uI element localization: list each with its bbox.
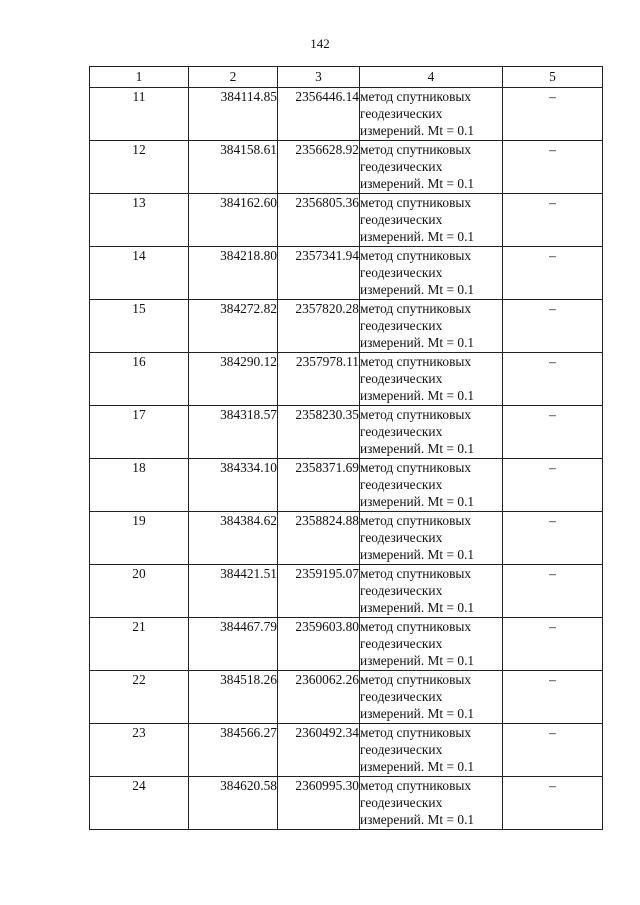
coordinates-table [89, 66, 603, 830]
y-coordinate-cell: 2358371.69 [278, 459, 360, 512]
column-5-cell: – [503, 353, 603, 406]
table-row [90, 247, 603, 300]
y-coordinate-cell: 2358230.35 [278, 406, 360, 459]
table-row [90, 777, 603, 830]
x-coordinate-cell: 384334.10 [189, 459, 278, 512]
method-line-3: измерений. Mt = 0.1 [360, 176, 475, 191]
point-number-cell: 20 [90, 565, 189, 618]
method-line-2: геодезических [360, 159, 443, 174]
method-line-2: геодезических [360, 212, 443, 227]
method-cell [360, 300, 503, 353]
table-row [90, 671, 603, 724]
method-cell [360, 141, 503, 194]
point-number-cell: 24 [90, 777, 189, 830]
point-number-cell: 12 [90, 141, 189, 194]
page-number: 142 [310, 36, 330, 51]
y-coordinate-cell: 2357820.28 [278, 300, 360, 353]
y-coordinate-cell: 2359603.80 [278, 618, 360, 671]
x-coordinate-cell: 384162.60 [189, 194, 278, 247]
column-5-cell: – [503, 300, 603, 353]
method-line-2: геодезических [360, 371, 443, 386]
x-coordinate-cell: 384218.80 [189, 247, 278, 300]
method-line-3: измерений. Mt = 0.1 [360, 229, 475, 244]
method-cell [360, 671, 503, 724]
point-number-cell: 18 [90, 459, 189, 512]
y-coordinate-cell: 2358824.88 [278, 512, 360, 565]
method-line-2: геодезических [360, 742, 443, 757]
column-5-cell: – [503, 671, 603, 724]
method-cell [360, 247, 503, 300]
column-5-cell: – [503, 88, 603, 141]
table-row [90, 353, 603, 406]
method-line-3: измерений. Mt = 0.1 [360, 282, 475, 297]
method-line-3: измерений. Mt = 0.1 [360, 335, 475, 350]
column-5-cell: – [503, 618, 603, 671]
method-line-1: метод спутниковых [360, 460, 472, 475]
method-line-3: измерений. Mt = 0.1 [360, 547, 475, 562]
method-cell [360, 618, 503, 671]
method-line-1: метод спутниковых [360, 672, 472, 687]
table-row [90, 141, 603, 194]
method-line-3: измерений. Mt = 0.1 [360, 388, 475, 403]
column-5-cell: – [503, 141, 603, 194]
method-line-1: метод спутниковых [360, 301, 472, 316]
point-number-cell: 21 [90, 618, 189, 671]
method-line-1: метод спутниковых [360, 407, 472, 422]
y-coordinate-cell: 2357978.11 [278, 353, 360, 406]
method-line-3: измерений. Mt = 0.1 [360, 812, 475, 827]
method-line-3: измерений. Mt = 0.1 [360, 600, 475, 615]
table-row [90, 724, 603, 777]
column-5-cell: – [503, 247, 603, 300]
column-5-cell: – [503, 565, 603, 618]
method-cell [360, 88, 503, 141]
method-line-1: метод спутниковых [360, 89, 472, 104]
x-coordinate-cell: 384318.57 [189, 406, 278, 459]
header-col-1: 1 [90, 67, 189, 88]
method-cell [360, 459, 503, 512]
y-coordinate-cell: 2360062.26 [278, 671, 360, 724]
y-coordinate-cell: 2357341.94 [278, 247, 360, 300]
y-coordinate-cell: 2359195.07 [278, 565, 360, 618]
point-number-cell: 15 [90, 300, 189, 353]
header-col-2: 2 [189, 67, 278, 88]
method-cell [360, 353, 503, 406]
x-coordinate-cell: 384421.51 [189, 565, 278, 618]
method-line-3: измерений. Mt = 0.1 [360, 494, 475, 509]
header-row [90, 67, 603, 88]
y-coordinate-cell: 2356446.14 [278, 88, 360, 141]
column-5-cell: – [503, 459, 603, 512]
header-col-3: 3 [278, 67, 360, 88]
x-coordinate-cell: 384620.58 [189, 777, 278, 830]
x-coordinate-cell: 384566.27 [189, 724, 278, 777]
column-5-cell: – [503, 777, 603, 830]
table-row [90, 194, 603, 247]
method-line-1: метод спутниковых [360, 354, 472, 369]
method-line-1: метод спутниковых [360, 566, 472, 581]
method-cell [360, 406, 503, 459]
method-line-2: геодезических [360, 106, 443, 121]
x-coordinate-cell: 384158.61 [189, 141, 278, 194]
point-number-cell: 14 [90, 247, 189, 300]
point-number-cell: 23 [90, 724, 189, 777]
y-coordinate-cell: 2360995.30 [278, 777, 360, 830]
column-5-cell: – [503, 512, 603, 565]
method-line-2: геодезических [360, 636, 443, 651]
method-line-1: метод спутниковых [360, 142, 472, 157]
point-number-cell: 19 [90, 512, 189, 565]
table-row [90, 88, 603, 141]
column-5-cell: – [503, 724, 603, 777]
method-line-1: метод спутниковых [360, 195, 472, 210]
point-number-cell: 22 [90, 671, 189, 724]
method-line-1: метод спутниковых [360, 619, 472, 634]
method-line-1: метод спутниковых [360, 248, 472, 263]
table-row [90, 459, 603, 512]
method-line-3: измерений. Mt = 0.1 [360, 759, 475, 774]
method-line-3: измерений. Mt = 0.1 [360, 441, 475, 456]
method-cell [360, 724, 503, 777]
method-line-2: геодезических [360, 424, 443, 439]
method-cell [360, 194, 503, 247]
table-row [90, 512, 603, 565]
table-row [90, 618, 603, 671]
y-coordinate-cell: 2356805.36 [278, 194, 360, 247]
x-coordinate-cell: 384272.82 [189, 300, 278, 353]
table-body [90, 88, 603, 830]
table-row [90, 406, 603, 459]
column-5-cell: – [503, 406, 603, 459]
method-line-3: измерений. Mt = 0.1 [360, 706, 475, 721]
header-col-5: 5 [503, 67, 603, 88]
column-5-cell: – [503, 194, 603, 247]
method-line-2: геодезических [360, 583, 443, 598]
method-cell [360, 565, 503, 618]
method-cell [360, 512, 503, 565]
table-row [90, 565, 603, 618]
method-line-2: геодезических [360, 795, 443, 810]
header-col-4: 4 [360, 67, 503, 88]
point-number-cell: 11 [90, 88, 189, 141]
table-row [90, 300, 603, 353]
method-line-1: метод спутниковых [360, 725, 472, 740]
x-coordinate-cell: 384467.79 [189, 618, 278, 671]
y-coordinate-cell: 2356628.92 [278, 141, 360, 194]
table-header [90, 67, 603, 88]
method-line-2: геодезических [360, 265, 443, 280]
method-line-2: геодезических [360, 530, 443, 545]
method-cell [360, 777, 503, 830]
x-coordinate-cell: 384384.62 [189, 512, 278, 565]
method-line-2: геодезических [360, 477, 443, 492]
point-number-cell: 13 [90, 194, 189, 247]
x-coordinate-cell: 384114.85 [189, 88, 278, 141]
method-line-2: геодезических [360, 318, 443, 333]
point-number-cell: 17 [90, 406, 189, 459]
point-number-cell: 16 [90, 353, 189, 406]
method-line-1: метод спутниковых [360, 513, 472, 528]
x-coordinate-cell: 384290.12 [189, 353, 278, 406]
y-coordinate-cell: 2360492.34 [278, 724, 360, 777]
x-coordinate-cell: 384518.26 [189, 671, 278, 724]
method-line-3: измерений. Mt = 0.1 [360, 123, 475, 138]
method-line-2: геодезических [360, 689, 443, 704]
method-line-1: метод спутниковых [360, 778, 472, 793]
method-line-3: измерений. Mt = 0.1 [360, 653, 475, 668]
